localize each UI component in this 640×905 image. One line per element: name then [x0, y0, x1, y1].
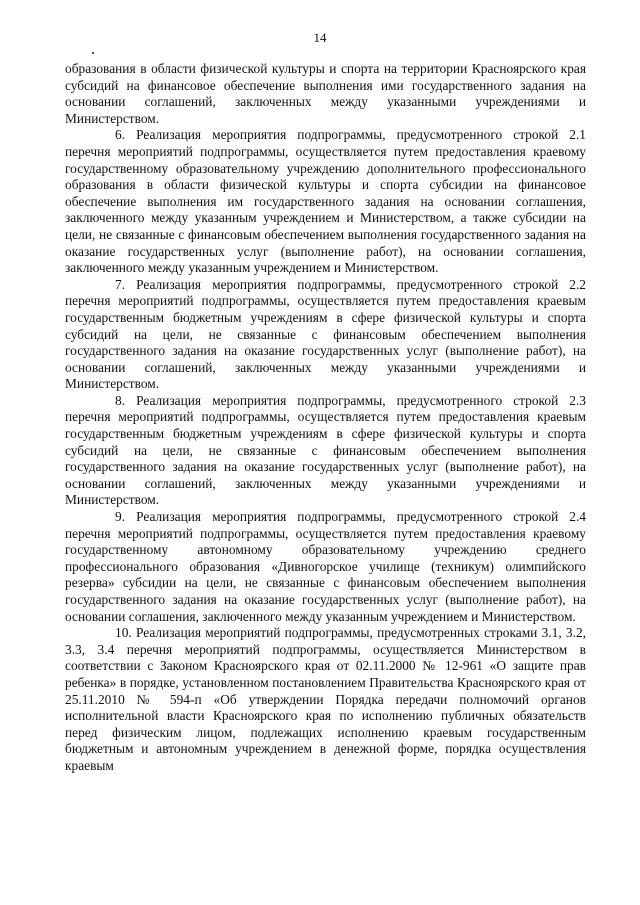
- scan-speck: [92, 52, 94, 54]
- paragraph-7: 7. Реализация мероприятия подпрограммы, предусмотренного строкой 2.2 перечня мероприятий подпрограммы, осуществляется путем предоставления краевым государственным бюджетным учреждениям в сфере физической культуры и спорта субсидий на цели, не связанные с финансовым обеспечением выполнения государственного задания на оказание государственных услуг (выполнение работ), на основании соглашений, заключенных между указанными учреждениями и Министерством.: [65, 276, 586, 392]
- paragraph-6: 6. Реализация мероприятия подпрограммы, предусмотренного строкой 2.1 перечня мероприятий подпрограммы, осуществляется путем предоставления краевому государственному образовательному учреждению дополнительного профессионального образования в области физической культуры и спорта субсидии на финансовое обеспечение выполнения им государственного задания на основании соглашения, заключенного между указанным учреждением и Министерством, а также субсидии на цели, не связанные с финансовым обеспечением выполнения государственного задания на оказание государственных услуг (выполнение работ), на основании соглашения, заключенного между указанным учреждением и Министерством.: [65, 127, 586, 276]
- page-number: 14: [313, 30, 327, 45]
- paragraph-10: 10. Реализация мероприятий подпрограммы, предусмотренных строками 3.1, 3.2, 3.3, 3.4 перечня мероприятий подпрограммы, осуществляется Министерством в соответствии с Законом Красноярского края от 02.11.2000 № 12-961 «О защите прав ребенка» в порядке, установленном постановлением Правительства Красноярского края от 25.11.2010 № 594-п «Об утверждении Порядка передачи полномочий органов исполнительной власти Красноярского края по исполнению публичных обязательств перед физическим лицом, подлежащих исполнению краевым государственным бюджетным и автономным учреждением в денежной форме, порядка осуществления краевым: [65, 625, 586, 773]
- paragraph-continuation: образования в области физической культуры и спорта на территории Красноярского края субсидий на финансовое обеспечение выполнения ими государственного задания на основании соглашений, заключенных между указанными учреждениями и Министерством.: [65, 61, 586, 126]
- document-body: [65, 61, 586, 775]
- paragraph-8: 8. Реализация мероприятия подпрограммы, предусмотренного строкой 2.3 перечня мероприятий подпрограммы, осуществляется путем предоставления краевым государственным бюджетным учреждениям в сфере физической культуры и спорта субсидий на цели, не связанные с финансовым обеспечением выполнения государственного задания на оказание государственных услуг (выполнение работ), на основании соглашений, заключенных между указанными учреждениями и Министерством.: [65, 392, 586, 508]
- paragraph-9: 9. Реализация мероприятия подпрограммы, предусмотренного строкой 2.4 перечня мероприятий подпрограммы, осуществляется путем предоставления краевому государственному автономному образовательному учреждению среднего профессионального образования «Дивногорское училище (техникум) олимпийского резерва» субсидии на цели, не связанные с финансовым обеспечением выполнения государственного задания на оказание государственных услуг (выполнение работ), на основании соглашения, заключенного между указанным учреждением и Министерством.: [65, 509, 586, 624]
